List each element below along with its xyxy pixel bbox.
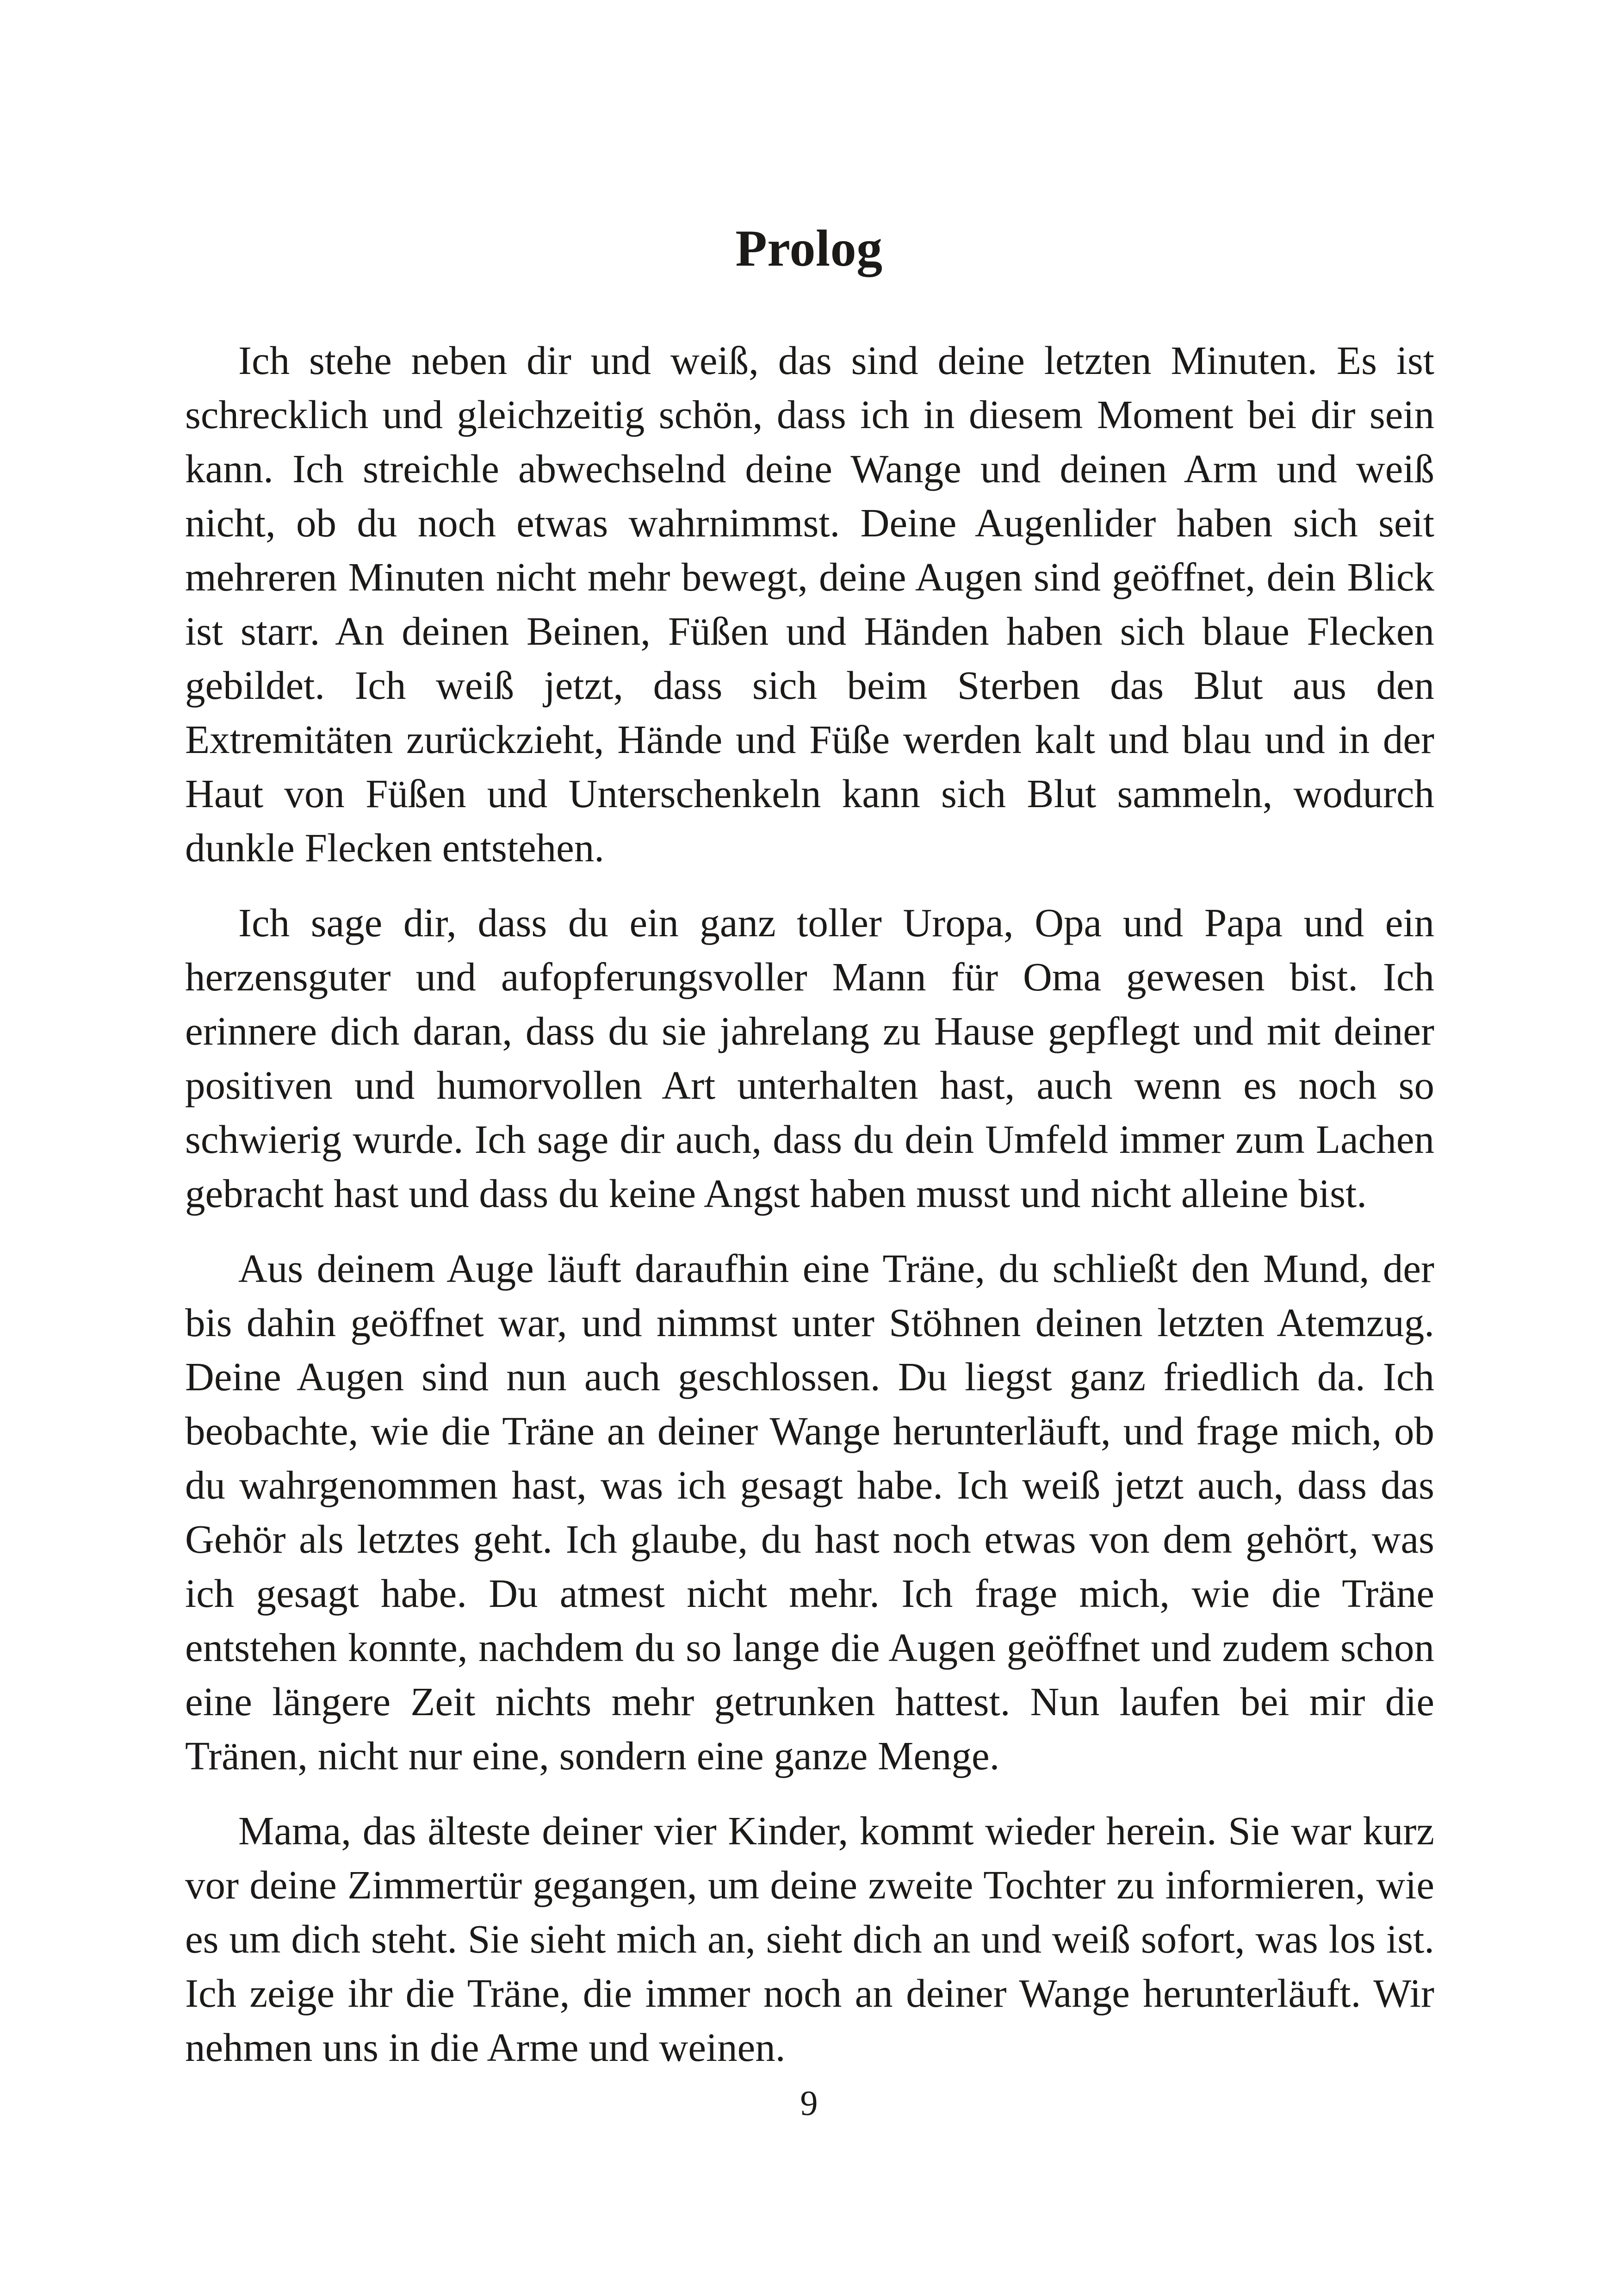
paragraph: Ich stehe neben dir und weiß, das sind deine letzten Minuten. Es ist schrecklich und gleichzeitig schön, dass ich in diesem Moment bei dir sein kann. Ich streichle abwechselnd deine Wange und deinen Arm und weiß nicht, ob du noch etwas wahrnimmst. Deine Augenlider haben sich seit mehreren Minuten nicht mehr bewegt, deine Augen sind geöffnet, dein Blick ist starr. An deinen Beinen, Füßen und Händen haben sich blaue Flecken gebildet. Ich weiß jetzt, dass sich beim Sterben das Blut aus den Extremitäten zurückzieht, Hände und Füße werden kalt und blau und in der Haut von Füßen und Unterschenkeln kann sich Blut sammeln, wodurch dunkle Flecken entstehen. [185,338,1434,870]
chapter-title: Prolog [735,220,883,277]
paragraph: Mama, das älteste deiner vier Kinder, kommt wieder herein. Sie war kurz vor deine Zimmertür gegangen, um deine zweite Tochter zu informieren, wie es um dich steht. Sie sieht mich an, sieht dich an und weiß sofort, was los ist. Ich zeige ihr die Träne, die immer noch an deiner Wange herunterläuft. Wir nehmen uns in die Arme und weinen. [185,1808,1434,2070]
body-text [185,333,1434,2095]
paragraph: Ich sage dir, dass du ein ganz toller Uropa, Opa und Papa und ein herzensguter und aufopferungsvoller Mann für Oma gewesen bist. Ich erinnere dich daran, dass du sie jahrelang zu Hause gepflegt und mit deiner positiven und humorvollen Art unterhalten hast, auch wenn es noch so schwierig wurde. Ich sage dir auch, dass du dein Umfeld immer zum Lachen gebracht hast und dass du keine Angst haben musst und nicht alleine bist. [185,900,1434,1216]
page-number: 9 [800,2084,818,2123]
paragraph: Aus deinem Auge läuft daraufhin eine Träne, du schließt den Mund, der bis dahin geöffnet war, und nimmst unter Stöhnen deinen letzten Atemzug. Deine Augen sind nun auch geschlossen. Du liegst ganz friedlich da. Ich beobachte, wie die Träne an deiner Wange herunterläuft, und frage mich, ob du wahrgenommen hast, was ich gesagt habe. Ich weiß jetzt auch, dass das Gehör als letztes geht. Ich glaube, du hast noch etwas von dem gehört, was ich gesagt habe. Du atmest nicht mehr. Ich frage mich, wie die Träne entstehen konnte, nachdem du so lange die Augen geöffnet und zudem schon eine längere Zeit nichts mehr getrunken hattest. Nun laufen bei mir die Tränen, nicht nur eine, sondern eine ganze Menge. [185,1246,1434,1778]
